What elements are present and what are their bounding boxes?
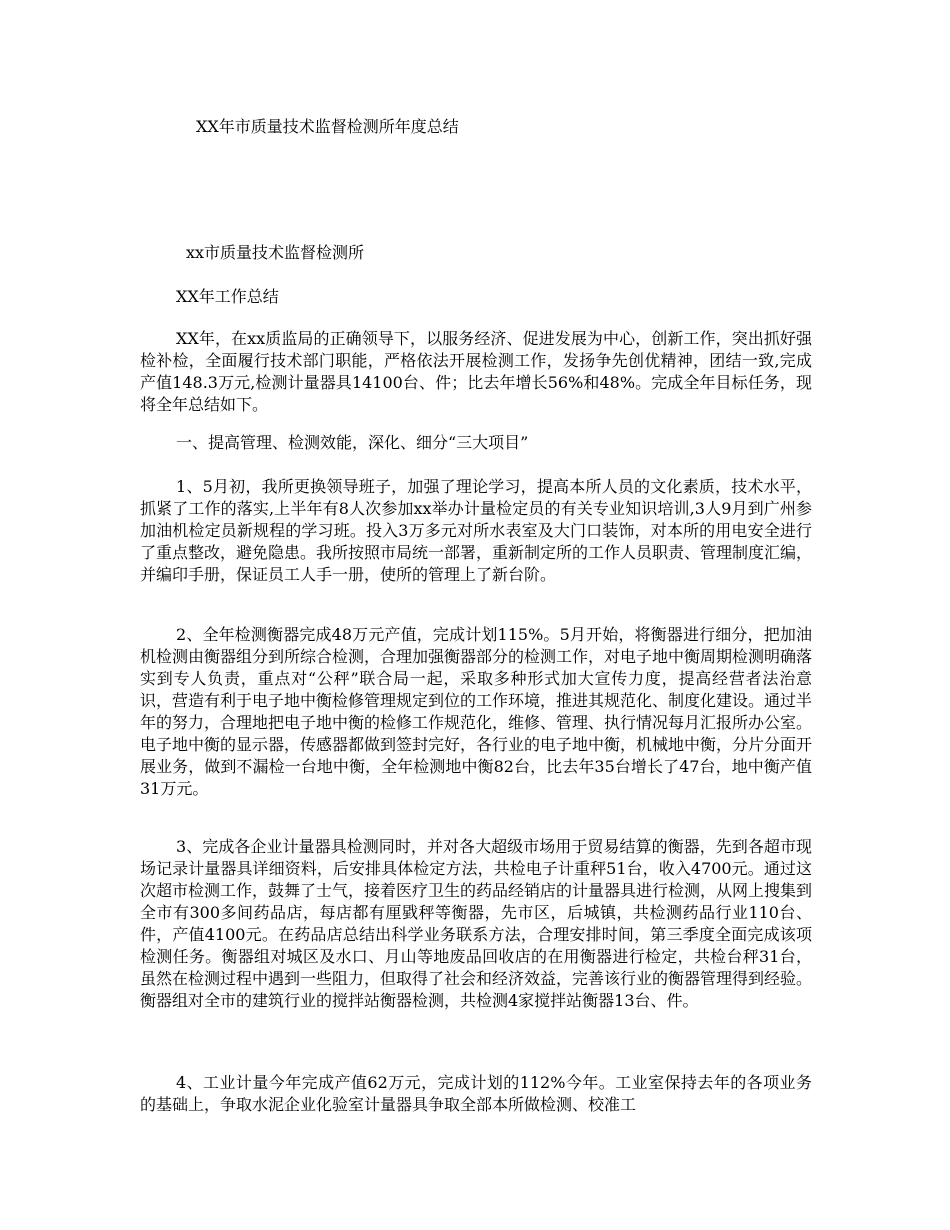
report-title: XX年工作总结 — [176, 287, 279, 306]
paragraph-item-1: 1、5月初，我所更换领导班子，加强了理论学习，提高本所人员的文化素质，技术水平，抓紧了工作的落实,上半年有8人次参加xx举办计量检定员的有关专业知识培训,3人9月到广州参加油机检定员新规程的学习班。投入3万多元对所水表室及大门口装饰，对本所的用电安全进行了重点整改，避免隐患。我所按照市局统一部署，重新制定所的工作人员职责、管理制度汇编，并编印手册，保证员工人手一册，使所的管理上了新台阶。 — [140, 477, 813, 584]
document-title: XX年市质量技术监督检测所年度总结 — [196, 117, 459, 136]
paragraph-item-2: 2、全年检测衡器完成48万元产值，完成计划115%。5月开始，将衡器进行细分，把加油机检测由衡器组分到所综合检测，合理加强衡器部分的检测工作，对电子地中衡周期检测明确落实到专人负责，重点对“公秤”联合局一起，采取多种形式加大宣传力度，提高经营者法治意识，营造有利于电子地中衡检修管理规定到位的工作环境，推进其规范化、制度化建设。通过半年的努力，合理地把电子地中衡的检修工作规范化，维修、管理、执行情况每月汇报所办公室。电子地中衡的显示器，传感器都做到签封完好，各行业的电子地中衡，机械地中衡，分片分面开展业务，做到不漏检一台地中衡，全年检测地中衡82台，比去年35台增长了47台，地中衡产值31万元。 — [140, 625, 813, 798]
paragraph-item-4: 4、工业计量今年完成产值62万元，完成计划的112%今年。工业室保持去年的各项业务的基础上，争取水泥企业化验室计量器具争取全部本所做检测、校准工 — [140, 1073, 812, 1114]
paragraph-item-3: 3、完成各企业计量器具检测同时，并对各大超级市场用于贸易结算的衡器，先到各超市现场记录计量器具详细资料，后安排具体检定方法，共检电子计重秤51台，收入4700元。通过这次超市检测工作，鼓舞了士气，接着医疗卫生的药品经销店的计量器具进行检测，从网上搜集到全市有300多间药品店，每店都有厘戥秤等衡器，先市区，后城镇，共检测药品行业110台、件，产值4100元。在药品店总结出科学业务联系方法，合理安排时间，第三季度全面完成该项检测任务。衡器组对城区及水口、月山等地废品回收店的在用衡器进行检定，共检台秤31台，虽然在检测过程中遇到一些阻力，但取得了社会和经济效益，完善该行业的衡器管理得到经验。衡器组对全市的建筑行业的搅拌站衡器检测，共检测4家搅拌站衡器13台、件。 — [140, 837, 813, 1010]
organization-name: xx市质量技术监督检测所 — [186, 243, 365, 262]
intro-paragraph: XX年，在xx质监局的正确领导下，以服务经济、促进发展为中心，创新工作，突出抓好强检补检，全面履行技术部门职能，严格依法开展检测工作，发扬争先创优精神，团结一致,完成产值148.3万元,检测计量器具14100台、件；比去年增长56%和48%。完成全年目标任务，现将全年总结如下。 — [140, 329, 812, 414]
section-heading: 一、提高管理、检测效能，深化、细分“三大项目” — [176, 433, 529, 452]
